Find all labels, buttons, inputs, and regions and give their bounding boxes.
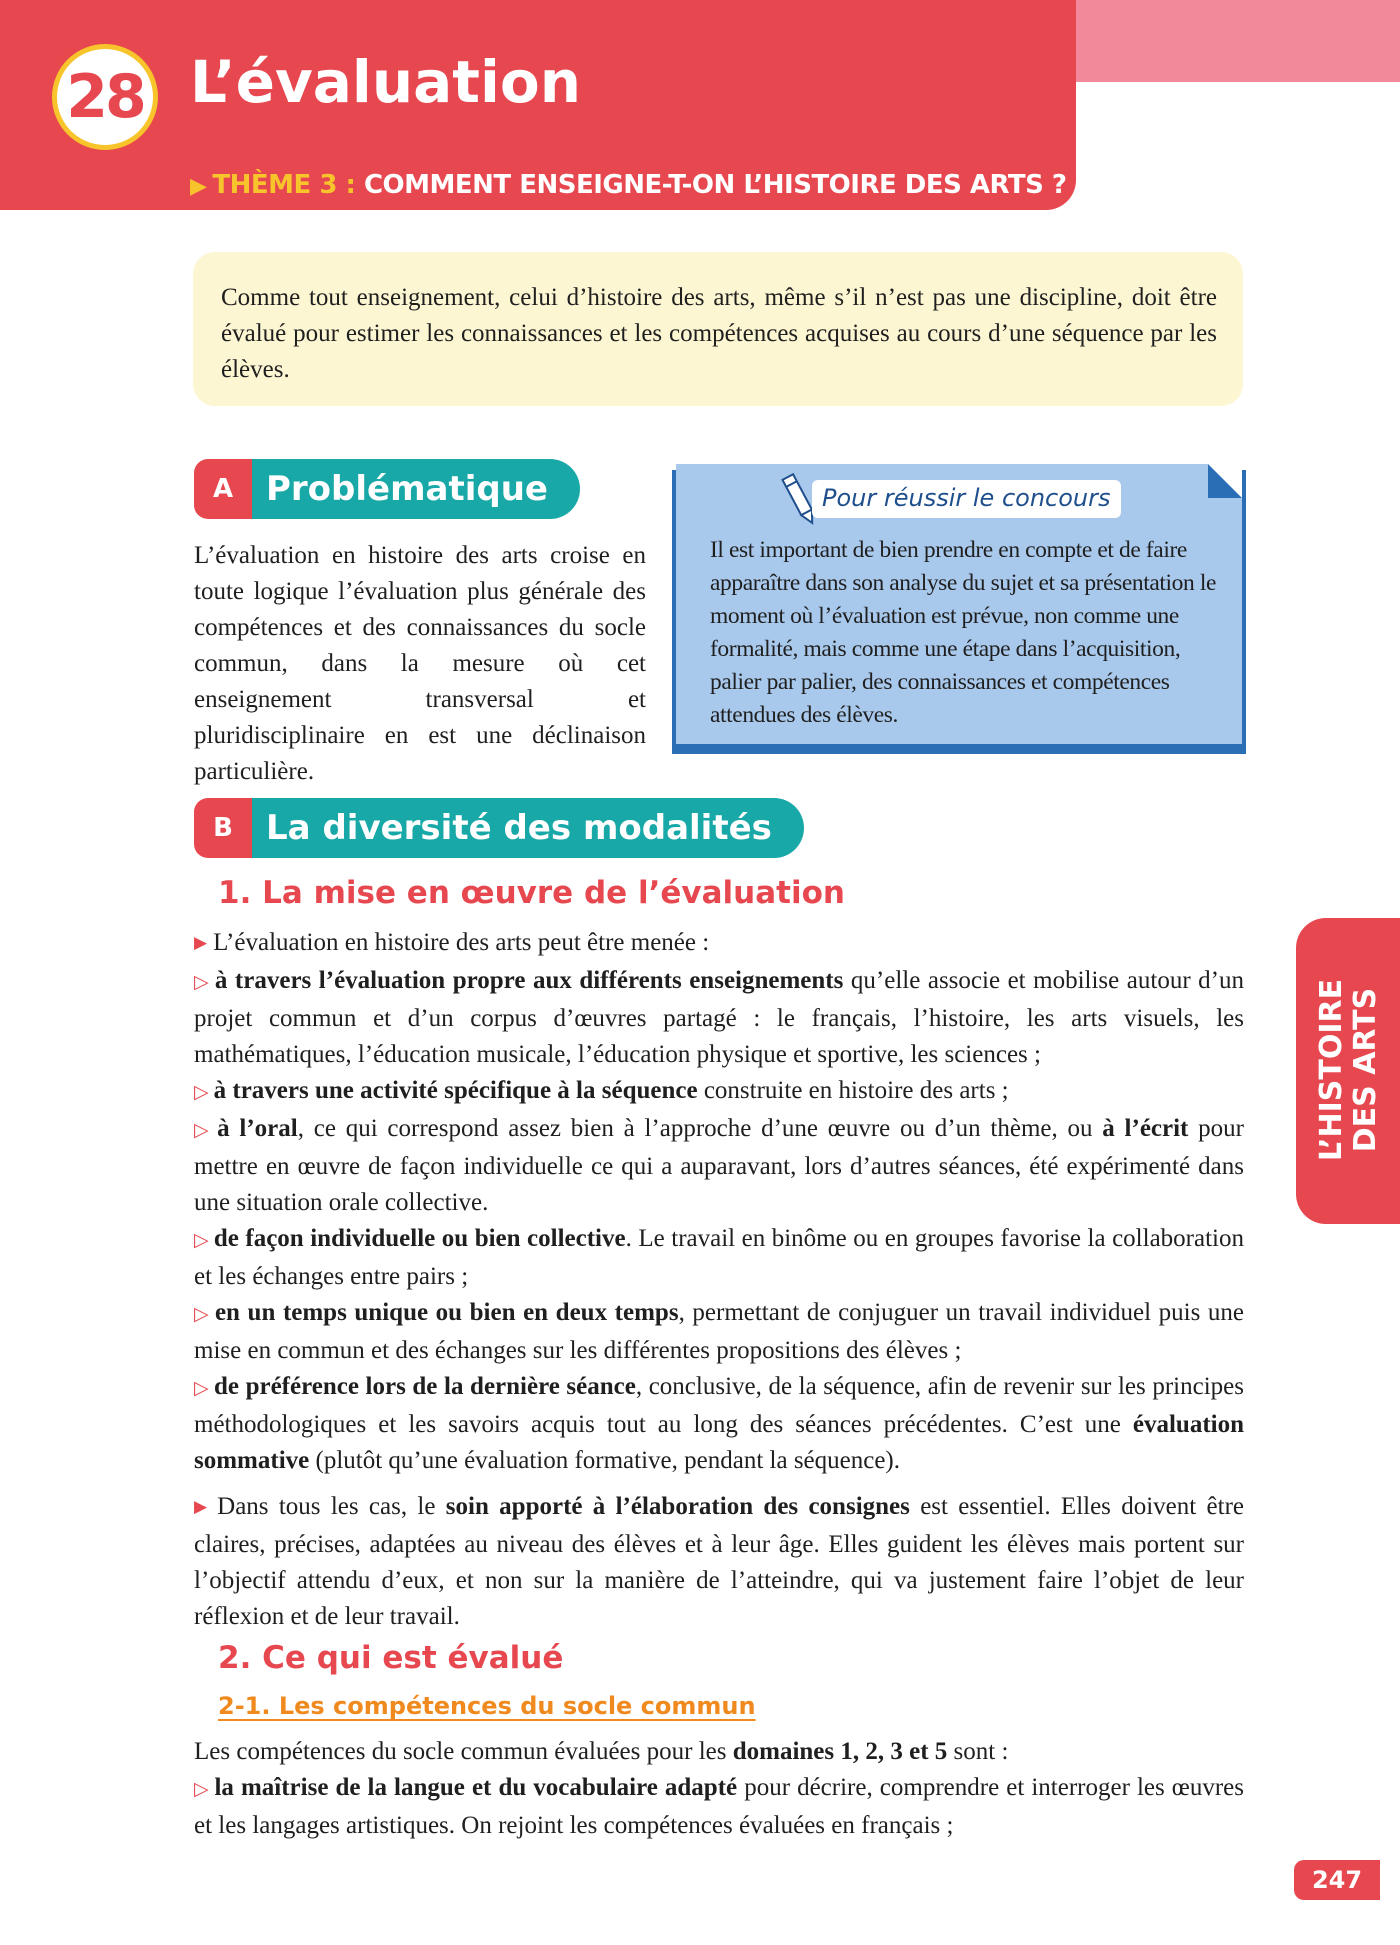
section-title: La diversité des modalités (252, 798, 804, 858)
paragraph: ▶ Dans tous les cas, le soin apporté à l’élaboration des consignes est essentiel. Elles doivent être claires, précises, adaptées au niveau des élèves et à leur âge. Elles guident les élèves mais portent sur l’objectif attendu d’eux, et non sur la manière de l’atteindre, qui va justement faire l’objet de leur réflexion et de leur travail. (194, 1493, 1244, 1630)
list-item: ▷ en un temps unique ou bien en deux temps, permettant de conjuguer un travail individuel puis une mise en commun et des échanges sur les différentes propositions des élèves ; (194, 1299, 1244, 1364)
theme-text: COMMENT ENSEIGNE-T-ON L’HISTOIRE DES ARTS ? (355, 170, 1067, 200)
section-a-text: L’évaluation en histoire des arts croise en toute logique l’évaluation plus générale des compétences et des connaissances du socle commun, dans la mesure où cet enseignement transversal et pluridisciplinaire en est une déclinaison particulière. (194, 542, 646, 785)
intro-box: Comme tout enseignement, celui d’histoire des arts, même s’il n’est pas une discipline, doit être évalué pour estimer les connaissances et les compétences acquises au cours d’une séquence par les élèves. (193, 252, 1243, 406)
subsubsection-title: 2-1. Les compétences du socle commun (218, 1692, 756, 1720)
list-item: ▷ à l’oral, ce qui correspond assez bien à l’approche d’une œuvre ou d’un thème, ou à l’écrit pour mettre en œuvre de façon individuelle ce qui a auparavant, lors d’autres séances, été expérimenté dans une situation orale collective. (194, 1115, 1244, 1216)
list-item: ▷ la maîtrise de la langue et du vocabulaire adapté pour décrire, comprendre et interroger les œuvres et les langages artistiques. On rejoint les compétences évaluées en français ; (194, 1774, 1244, 1839)
section-a-heading (194, 459, 580, 519)
subsection-title: 1. La mise en œuvre de l’évaluation (218, 875, 845, 911)
triangle-outline-icon: ▷ (194, 1120, 213, 1141)
section-title: Problématique (252, 459, 580, 519)
triangle-outline-icon: ▷ (194, 1082, 209, 1103)
folded-corner (1208, 464, 1242, 498)
header-accent-band (1076, 0, 1400, 82)
triangle-bullet-icon: ▶ (194, 933, 208, 952)
chapter-number: 28 (52, 44, 158, 150)
list-item: ▷ de préférence lors de la dernière séance, conclusive, de la séquence, afin de revenir sur les principes méthodologiques et les savoirs acquis tout au long des séances précédentes. C’est une évaluation sommative (plutôt qu’une évaluation formative, pendant la séquence). (194, 1373, 1244, 1474)
page-title: L’évaluation (190, 48, 581, 116)
tip-box-title: Pour réussir le concours (812, 480, 1121, 518)
triangle-outline-icon: ▷ (194, 972, 210, 993)
list-item: ▷ à travers l’évaluation propre aux différents enseignements qu’elle associe et mobilise autour d’un projet commun et d’un corpus d’œuvres partagé : le français, l’histoire, les arts visuels, les mathématiques, l’éducation musicale, l’éducation physique et sportive, les sciences ; (194, 967, 1244, 1068)
section-letter: B (194, 798, 252, 858)
triangle-outline-icon: ▷ (194, 1304, 210, 1325)
subsection-title: 2. Ce qui est évalué (218, 1640, 564, 1676)
triangle-bullet-icon: ▶ (194, 1497, 212, 1516)
section-b-heading (194, 798, 804, 858)
theme-line (190, 170, 1066, 200)
section-letter: A (194, 459, 252, 519)
theme-label: THÈME 3 : (212, 170, 356, 200)
tip-text: Il est important de bien prendre en compte et de faire apparaître dans son analyse du sujet et sa présentation le moment où l’évaluation est prévue, non comme une formalité, mais comme une étape dans l’acquisition, palier par palier, des connaissances et compétences attendues des élèves. (710, 537, 1217, 728)
triangle-outline-icon: ▷ (194, 1779, 210, 1800)
paragraph: Les compétences du socle commun évaluées pour les domaines 1, 2, 3 et 5 sont : (194, 1738, 1009, 1765)
side-tab-label: L’HISTOIRE DES ARTS (1314, 978, 1383, 1162)
list-item: ▷ de façon individuelle ou bien collective. Le travail en binôme ou en groupes favorise la collaboration et les échanges entre pairs ; (194, 1225, 1244, 1290)
paragraph: ▶ L’évaluation en histoire des arts peut être menée : (194, 929, 710, 956)
triangle-outline-icon: ▷ (194, 1378, 209, 1399)
socle-body (194, 1734, 1244, 1844)
page-number: 247 (1294, 1860, 1380, 1900)
section-b-body (194, 925, 1244, 1635)
list-item: ▷ à travers une activité spécifique à la séquence construite en histoire des arts ; (194, 1077, 1009, 1104)
triangle-marker-icon: ▶ (190, 174, 207, 199)
triangle-outline-icon: ▷ (194, 1230, 209, 1251)
